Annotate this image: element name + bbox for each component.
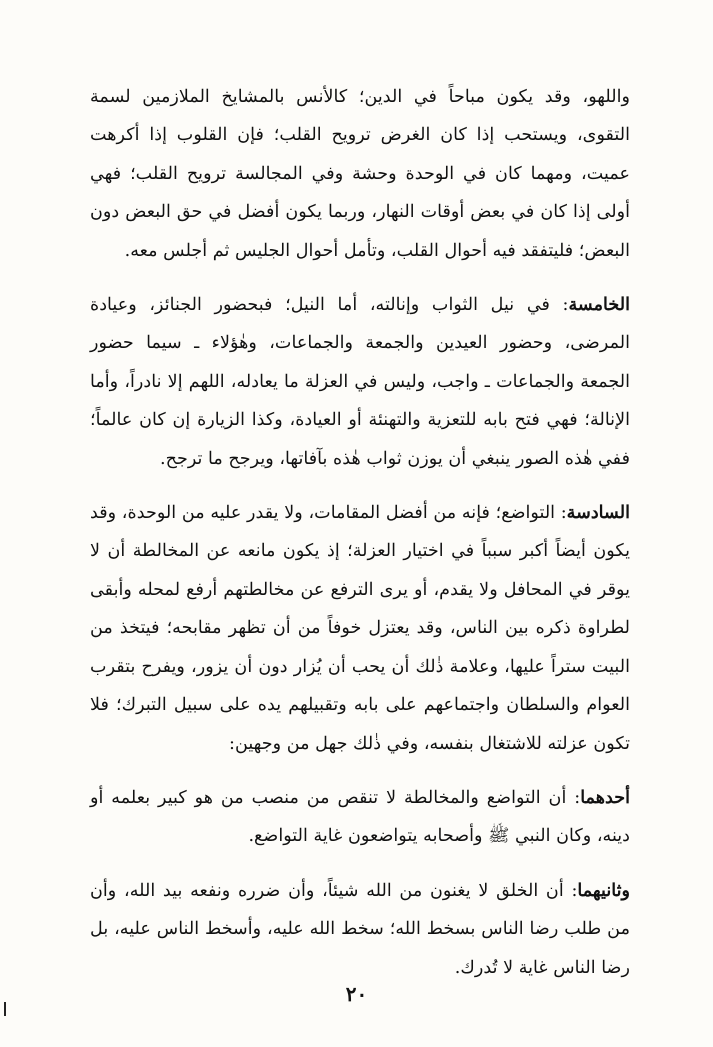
paragraph-intro xyxy=(90,78,630,270)
page-number: ٢٠ xyxy=(345,982,368,1006)
fifth-heading: الخامسة xyxy=(568,294,630,316)
second-aspect-heading: وثانيهما xyxy=(577,879,630,901)
paragraph-first-aspect xyxy=(90,779,630,856)
first-aspect-text: : أن التواضع والمخالطة لا تنقص من منصب من هو كبير بعلمه أو دينه، وكان النبي ﷺ وأصحابه يتواضعون غاية التواضع. xyxy=(90,787,630,847)
page-body xyxy=(90,78,630,1003)
first-aspect-heading: أحدهما xyxy=(580,786,630,808)
intro-text: واللهو، وقد يكون مباحاً في الدين؛ كالأنس بالمشايخ الملازمين لسمة التقوى، ويستحب إذا كان الغرض ترويح القلب؛ فإن القلوب إذا أكرهت عميت، ومهما كان في الوحدة وحشة وفي المجالسة ترويح القلب؛ فهي أولى إذا كان في بعض أوقات النهار، وربما يكون أفضل في حق البعض دون البعض؛ فليتفقد فيه أحوال القلب، وتأمل أحوال الجليس ثم أجلس معه. xyxy=(90,87,630,261)
sixth-heading: السادسة xyxy=(566,502,630,524)
paragraph-sixth xyxy=(90,494,630,763)
paragraph-fifth xyxy=(90,286,630,478)
fifth-text: : في نيل الثواب وإنالته، أما النيل؛ فبحضور الجنائز، وعيادة المرضى، وحضور العيدين والجمعة والجماعات، وهٰؤلاء ـ سيما حضور الجمعة والجماعات ـ واجب، وليس في العزلة ما يعادله، اللهم إلا نادراً، وأما الإنالة؛ فهي فتح بابه للتعزية والتهنئة أو العيادة، وكذا الزيارة إن كان عالماً؛ ففي هٰذه الصور ينبغي أن يوزن ثواب هٰذه بآفاتها، ويرجح ما ترجح. xyxy=(90,295,630,469)
sixth-text: : التواضع؛ فإنه من أفضل المقامات، ولا يقدر عليه من الوحدة، وقد يكون أيضاً أكبر سبباً في اختيار العزلة؛ إذ يكون مانعه عن المخالطة أن لا يوقر في المحافل ولا يقدم، أو يرى الترفع عن مخالطتهم أرفع لمحله وأبقى لطراوة ذكره بين الناس، وقد يعتزل خوفاً من أن تظهر مقابحه؛ فيتخذ من البيت ستراً عليها، وعلامة ذٰلك أن يحب أن يُزار دون أن يزور، ويفرح بتقرب العوام والسلطان واجتماعهم على بابه وتقبيلهم يده على سبيل التبرك؛ فلا تكون عزلته للاشتغال بنفسه، وفي ذٰلك جهل من وجهين: xyxy=(90,503,630,754)
paragraph-second-aspect xyxy=(90,872,630,987)
margin-mark xyxy=(4,1002,6,1016)
second-aspect-text: : أن الخلق لا يغنون من الله شيئاً، وأن ضرره ونفعه بيد الله، وأن من طلب رضا الناس بسخط الله؛ سخط الله عليه، وأسخط الناس عليه، بل رضا الناس غاية لا تُدرك. xyxy=(90,880,630,978)
